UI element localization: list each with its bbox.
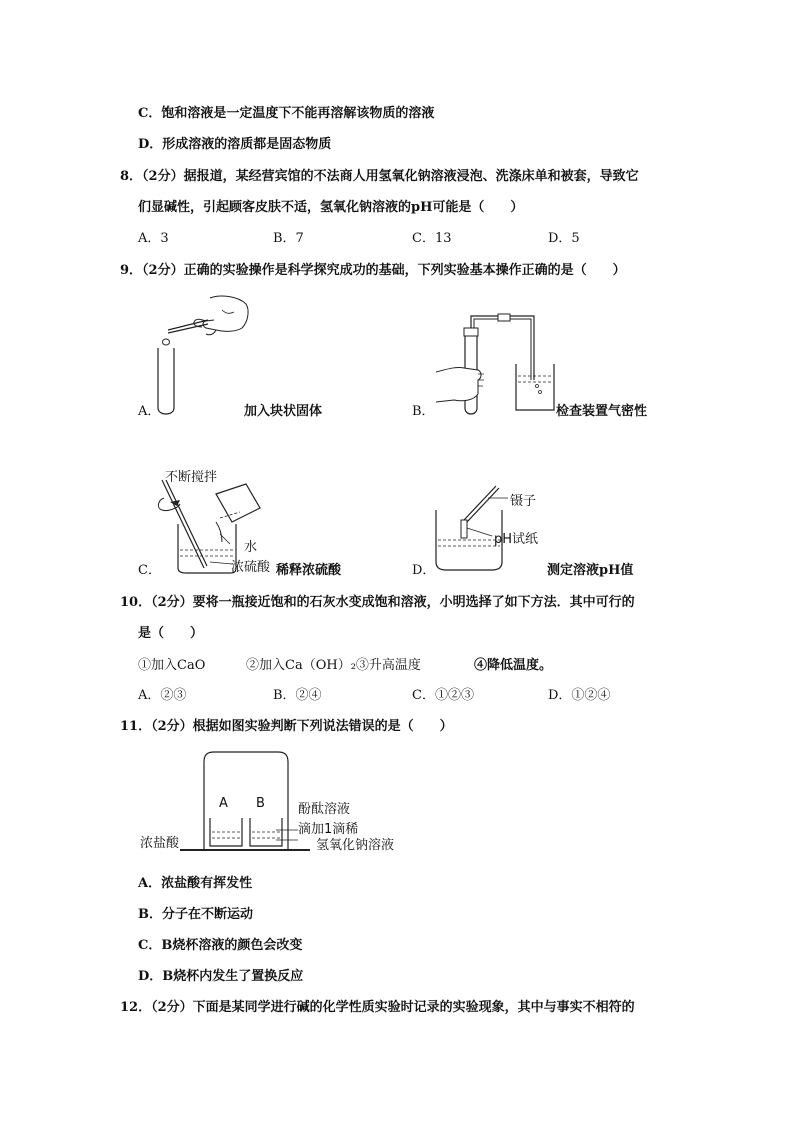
q11-option-d: D．B烧杯内发生了置换反应 — [138, 969, 304, 984]
q9-option-b-caption: 检查装置气密性 — [556, 404, 648, 419]
q10-option-b: B．②④ — [273, 688, 322, 703]
q8-stem-line2: 们显碱性，引起顾客皮肤不适，氢氧化钠溶液的pH可能是（ ） — [138, 200, 524, 215]
q9-option-a-letter: A． — [138, 404, 161, 419]
q9-option-d-letter: D． — [412, 563, 436, 578]
q11-label-a: A — [219, 796, 228, 811]
q9-d-tweezers-label: 镊子 — [510, 494, 537, 509]
q8-option-c: C．13 — [412, 231, 452, 246]
q9-c-acid-label: 浓硫酸 — [231, 560, 271, 575]
q9-stem: 9．（2分）正确的实验操作是科学探究成功的基础，下列实验基本操作正确的是（ ） — [120, 263, 626, 278]
q11-label-b: B — [256, 796, 265, 811]
q10-method-2-3: ②加入Ca（OH）₂③升高温度 — [246, 658, 421, 673]
q10-option-c: C．①②③ — [412, 688, 474, 703]
q7-option-c: C．饱和溶液是一定温度下不能再溶解该物质的溶液 — [138, 106, 435, 121]
q11-option-a: A．浓盐酸有挥发性 — [138, 876, 253, 891]
q9-option-d-caption: 测定溶液pH值 — [547, 563, 634, 578]
q10-method-1: ①加入CaO — [138, 658, 206, 673]
q11-figure — [180, 748, 310, 856]
q9-c-stir-label: 不断搅拌 — [165, 470, 218, 485]
q10-option-a: A．②③ — [138, 688, 187, 703]
q11-label-phenol: 酚酞溶液 — [298, 802, 351, 817]
q10-option-d: D．①②④ — [548, 688, 611, 703]
q11-option-c: C．B烧杯溶液的颜色会改变 — [138, 938, 303, 953]
q8-stem-line1: 8．（2分）据报道，某经营宾馆的不法商人用氢氧化钠溶液浸泡、洗涤床单和被套，导致它 — [120, 169, 639, 184]
q9-figure-a — [150, 292, 260, 417]
q10-stem-line2: 是（ ） — [138, 626, 204, 641]
q9-option-b-letter: B． — [412, 404, 435, 419]
q8-option-d: D．5 — [548, 231, 580, 246]
q10-stem-line1: 10．（2分）要将一瓶接近饱和的石灰水变成饱和溶液，小明选择了如下方法．其中可行的 — [120, 595, 635, 610]
q7-option-d: D．形成溶液的溶质都是固态物质 — [138, 137, 332, 152]
q8-option-a: A．3 — [138, 231, 169, 246]
q12-stem: 12．（2分）下面是某同学进行碱的化学性质实验时记录的实验现象，其中与事实不相符的 — [120, 1000, 635, 1015]
q9-figure-b — [434, 310, 564, 418]
q9-option-c-letter: C． — [138, 563, 161, 578]
q9-option-c-caption: 稀释浓硫酸 — [276, 563, 342, 578]
q11-option-b: B．分子在不断运动 — [138, 907, 253, 922]
q11-label-drop: 滴加1滴稀 — [298, 822, 359, 837]
q9-option-a-caption: 加入块状固体 — [244, 404, 323, 419]
q9-c-water-label: 水 — [244, 540, 258, 555]
q11-stem: 11．（2分）根据如图实验判断下列说法错误的是（ ） — [120, 719, 453, 734]
q10-method-4: ④降低温度。 — [474, 658, 553, 673]
q11-label-naoh: 氢氧化钠溶液 — [316, 838, 395, 853]
q8-option-b: B．7 — [273, 231, 304, 246]
q9-d-paper-label: pH试纸 — [494, 532, 539, 547]
q11-label-hcl: 浓盐酸 — [140, 836, 180, 851]
